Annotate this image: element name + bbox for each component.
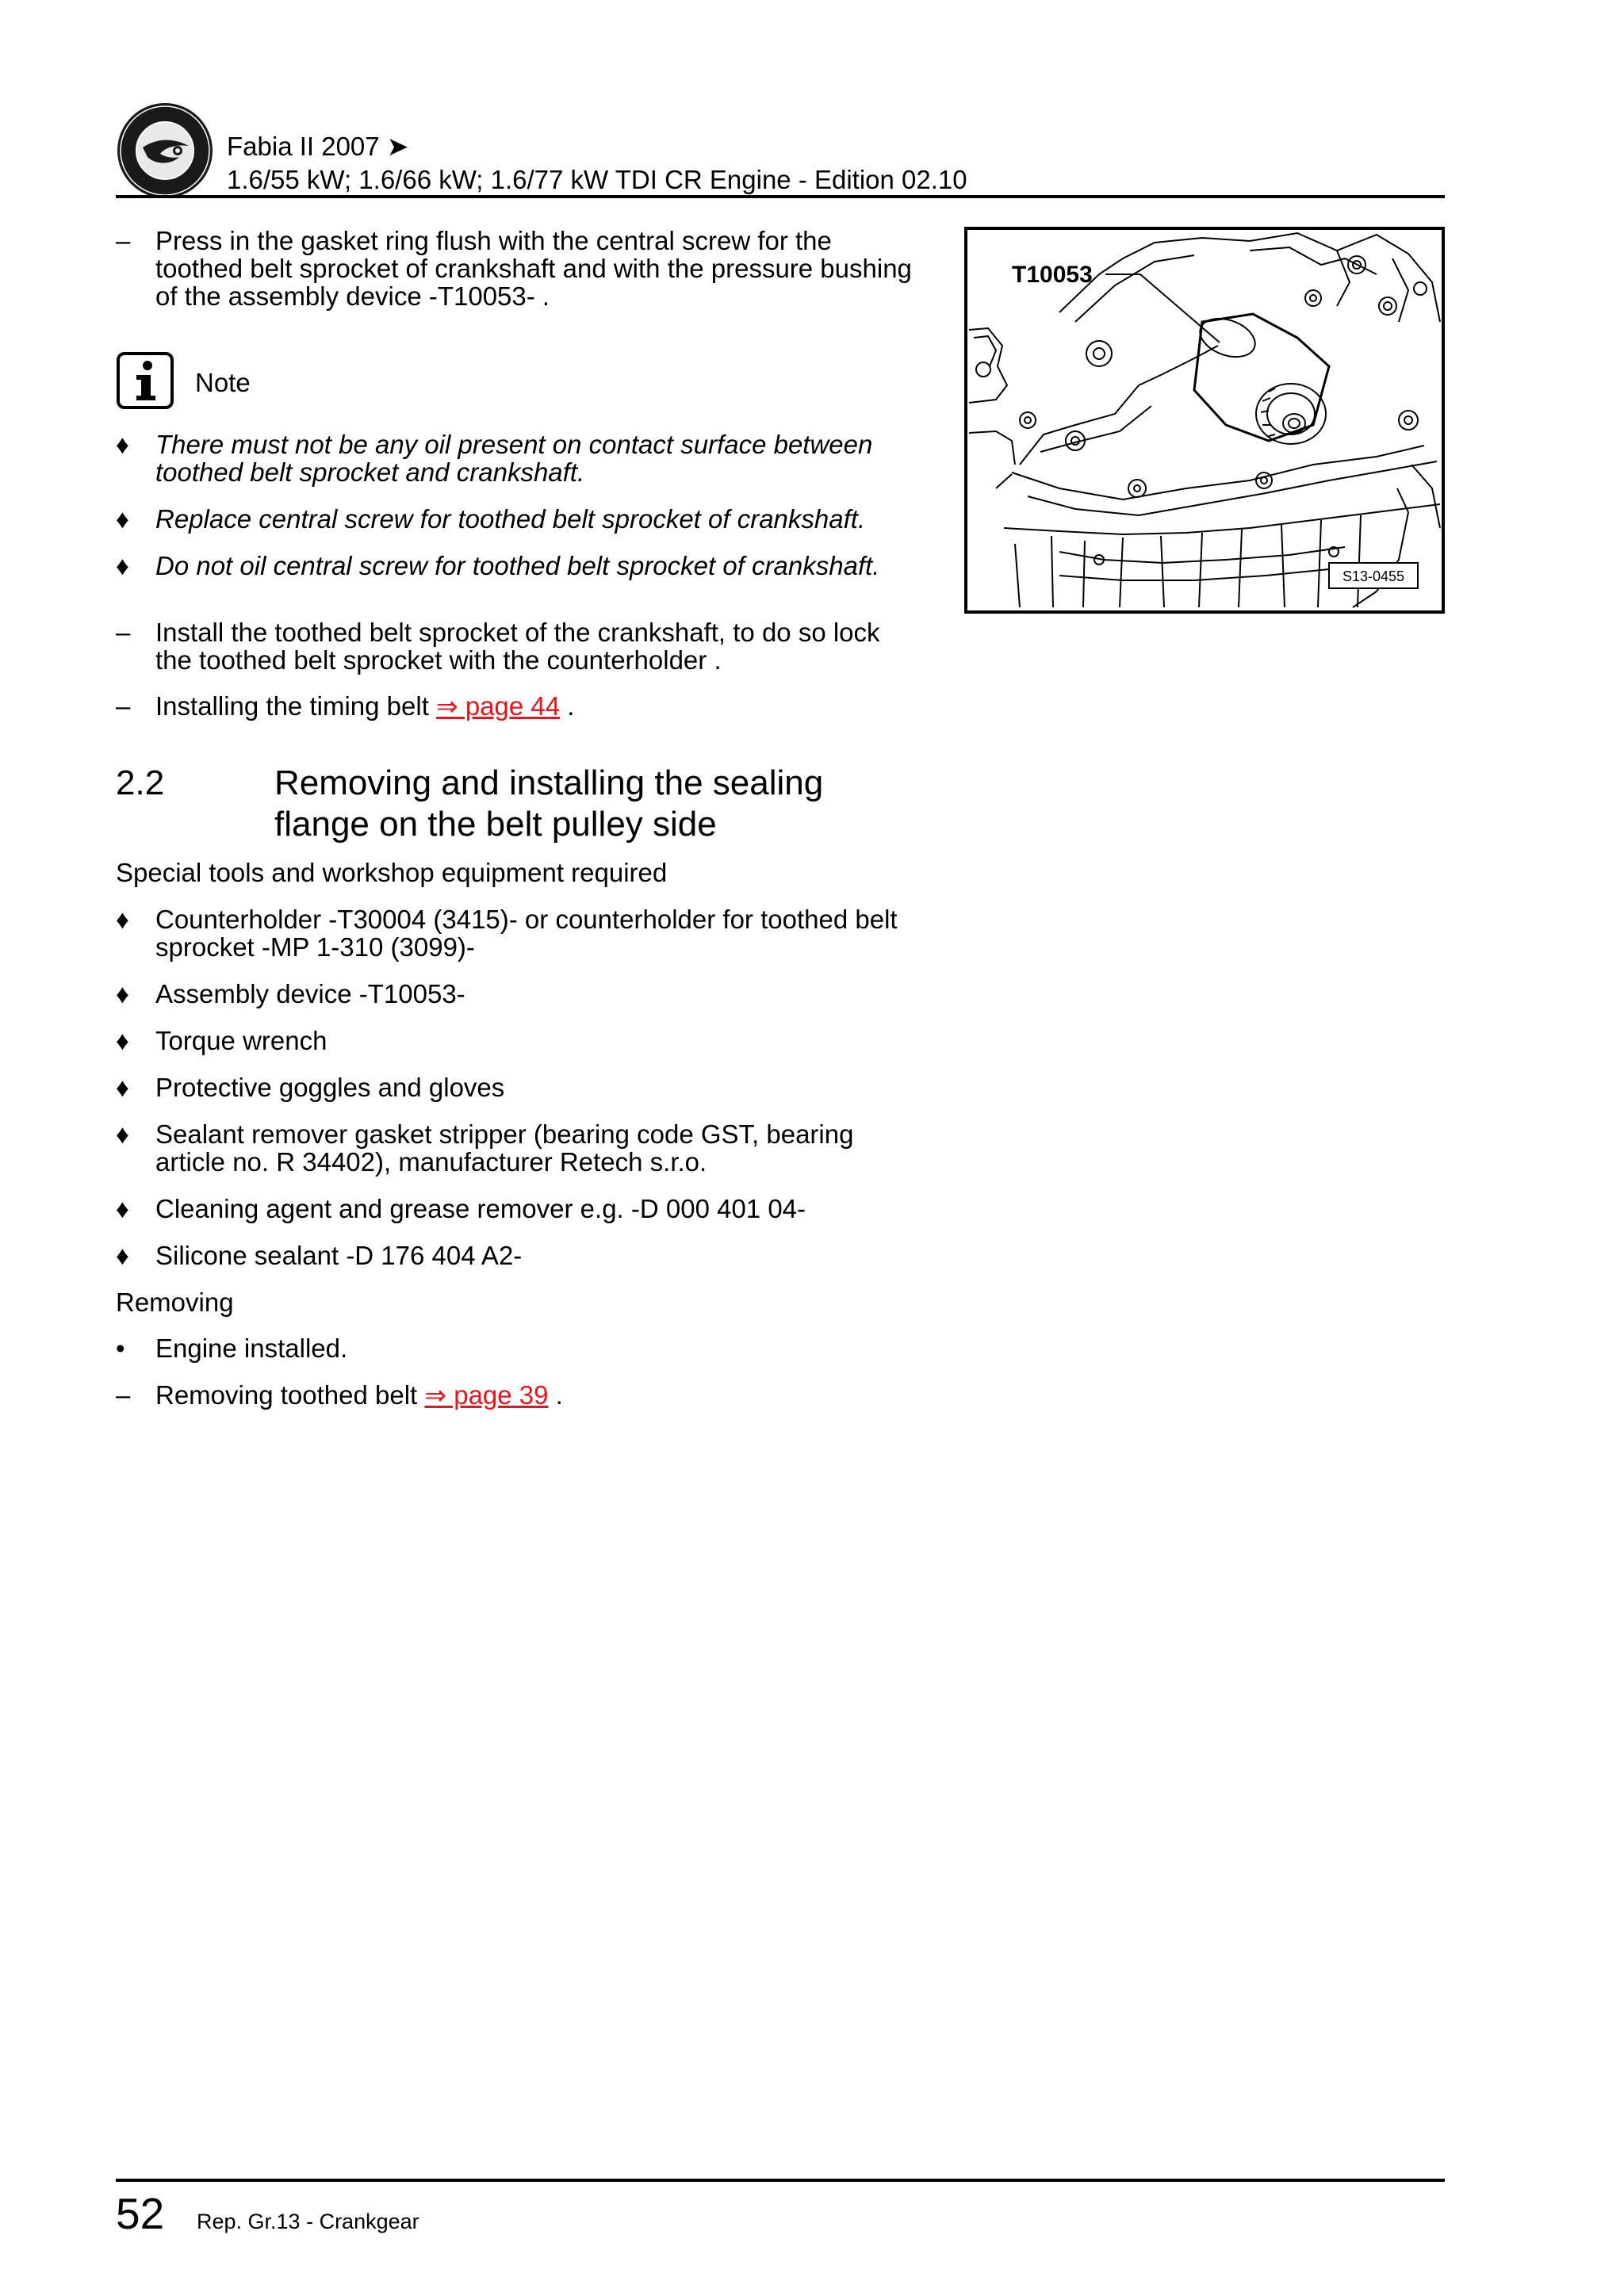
dash-marker: – bbox=[116, 618, 131, 647]
note-item bbox=[116, 505, 917, 533]
header-divider bbox=[116, 195, 1445, 198]
tool-item bbox=[116, 1073, 917, 1101]
section-title: Removing and installing the sealing flange on the belt pulley side bbox=[274, 763, 824, 844]
note-item bbox=[116, 430, 917, 486]
tool-item-text: Assembly device -T10053- bbox=[155, 979, 465, 1008]
diamond-bullet: ♦ bbox=[116, 1119, 129, 1149]
tool-item-text: Torque wrench bbox=[155, 1026, 327, 1055]
dot-bullet: • bbox=[116, 1334, 125, 1363]
step-text: Press in the gasket ring flush with the central screw for the toothed belt sprocket of crankshaft and with the pressure bushing of the assembly device -T10053- . bbox=[155, 226, 912, 311]
tools-heading: Special tools and workshop equipment required bbox=[116, 858, 668, 887]
tool-item bbox=[116, 1195, 917, 1223]
step-text-body: Installing the timing belt bbox=[155, 691, 429, 721]
step-text: Install the toothed belt sprocket of the crankshaft, to do so lock the toothed belt sprocket with the counterholder . bbox=[155, 618, 880, 675]
dash-marker: – bbox=[116, 1380, 131, 1410]
tool-item bbox=[116, 1027, 917, 1054]
instruction-step bbox=[116, 692, 917, 720]
step-text-body: Removing toothed belt bbox=[155, 1380, 418, 1410]
precondition-text: Engine installed. bbox=[155, 1334, 348, 1363]
skoda-logo bbox=[116, 101, 214, 200]
tool-item bbox=[116, 980, 917, 1008]
note-item-text: Do not oil central screw for toothed belt sprocket of crankshaft. bbox=[155, 551, 880, 580]
diamond-bullet: ♦ bbox=[116, 1073, 129, 1102]
tool-item bbox=[116, 1120, 917, 1176]
precondition-item bbox=[116, 1334, 917, 1362]
tool-item-text: Silicone sealant -D 176 404 A2- bbox=[155, 1241, 523, 1270]
document-title: Fabia II 2007 ➤ bbox=[227, 132, 409, 161]
tool-item-text: Counterholder -T30004 (3415)- or counterholder for toothed belt sprocket -MP 1-310 (3099)- bbox=[155, 905, 898, 962]
note-item-text: Replace central screw for toothed belt sprocket of crankshaft. bbox=[155, 504, 866, 534]
page-number: 52 bbox=[116, 2189, 165, 2238]
page-44-link[interactable]: ⇒ page 44 bbox=[436, 691, 561, 721]
diamond-bullet: ♦ bbox=[116, 1194, 129, 1223]
note-label: Note bbox=[195, 368, 251, 397]
note-item bbox=[116, 552, 917, 580]
diamond-bullet: ♦ bbox=[116, 1241, 129, 1270]
step-text-tail: . bbox=[548, 1380, 563, 1410]
diamond-bullet: ♦ bbox=[116, 979, 129, 1008]
instruction-step bbox=[116, 227, 917, 310]
tool-item bbox=[116, 905, 917, 961]
tool-item bbox=[116, 1242, 917, 1269]
diamond-bullet: ♦ bbox=[116, 430, 129, 459]
tool-item-text: Sealant remover gasket stripper (bearing code GST, bearing article no. R 34402), manufacturer Retech s.r.o. bbox=[155, 1119, 854, 1177]
instruction-step bbox=[116, 618, 917, 674]
engine-figure bbox=[964, 227, 1445, 614]
diamond-bullet: ♦ bbox=[116, 905, 129, 934]
instruction-step bbox=[116, 1381, 917, 1409]
diamond-bullet: ♦ bbox=[116, 551, 129, 580]
dash-marker: – bbox=[116, 226, 131, 255]
dash-marker: – bbox=[116, 691, 131, 721]
page-39-link[interactable]: ⇒ page 39 bbox=[424, 1380, 549, 1410]
figure-code: S13-0455 bbox=[1342, 568, 1405, 584]
tool-item-text: Protective goggles and gloves bbox=[155, 1073, 505, 1102]
step-text bbox=[155, 692, 917, 720]
chapter-label: Rep. Gr.13 - Crankgear bbox=[197, 2210, 419, 2233]
step-text bbox=[155, 1381, 917, 1409]
removing-heading: Removing bbox=[116, 1288, 234, 1317]
diamond-bullet: ♦ bbox=[116, 1026, 129, 1055]
tool-callout-label: T10053 bbox=[1012, 262, 1093, 288]
tool-item-text: Cleaning agent and grease remover e.g. -D 000 401 04- bbox=[155, 1194, 806, 1223]
document-subtitle: 1.6/55 kW; 1.6/66 kW; 1.6/77 kW TDI CR Engine - Edition 02.10 bbox=[227, 165, 967, 194]
note-item-text: There must not be any oil present on contact surface between toothed belt sprocket and crankshaft. bbox=[155, 430, 873, 487]
footer-divider bbox=[116, 2179, 1445, 2182]
info-icon bbox=[116, 351, 174, 410]
step-text-tail: . bbox=[560, 691, 575, 721]
diamond-bullet: ♦ bbox=[116, 504, 129, 534]
section-number: 2.2 bbox=[116, 763, 165, 802]
